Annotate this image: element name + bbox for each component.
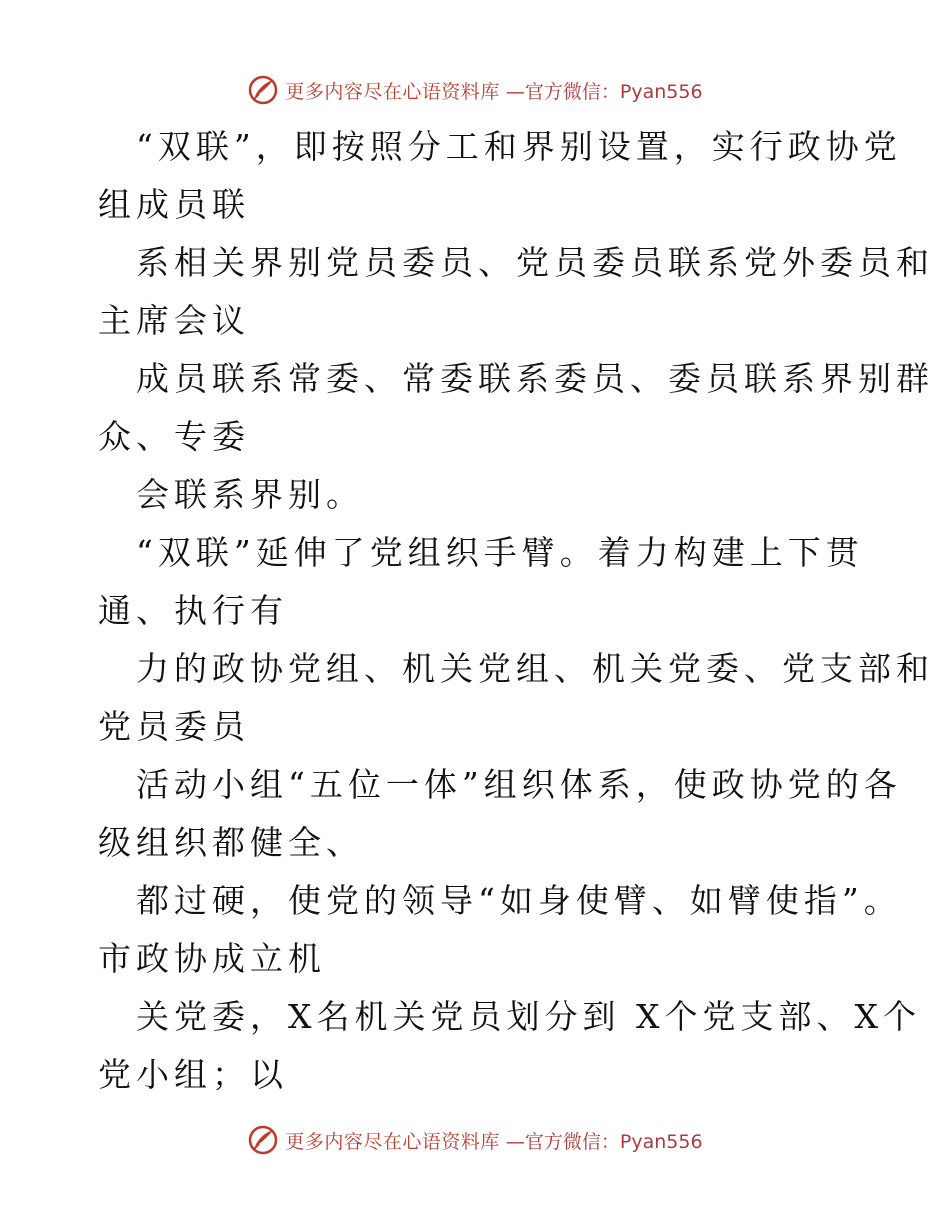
watermark-site-text: 更多内容尽在心语资料库 — [285, 80, 500, 103]
quill-logo-icon — [247, 74, 279, 106]
text-line: 关党委，X名机关党员划分到 X个党支部、X个 — [136, 997, 921, 1036]
text-line: 系相关界别党员委员、党员委员联系党外委员和 — [136, 243, 934, 282]
text-line: 通、执行有 — [98, 591, 288, 630]
text-line: 都过硬，使党的领导“如身使臂、如臂使指”。 — [136, 881, 902, 920]
text-line: 组成员联 — [98, 185, 250, 224]
watermark-wechat-text: —官方微信：Pyan556 — [505, 1130, 703, 1153]
watermark-site-text: 更多内容尽在心语资料库 — [285, 1130, 500, 1153]
text-line: 力的政协党组、机关党组、机关党委、党支部和 — [136, 649, 934, 688]
text-line: 市政协成立机 — [98, 939, 326, 978]
text-line: 主席会议 — [98, 301, 250, 340]
text-line: 党小组；以 — [98, 1055, 288, 1094]
text-line: 成员联系常委、常委联系委员、委员联系界别群 — [136, 359, 934, 398]
text-line: 活动小组“五位一体”组织体系，使政协党的各 — [136, 765, 902, 804]
text-line: 众、专委 — [98, 417, 250, 456]
document-body — [98, 118, 934, 1104]
text-line: 级组织都健全、 — [98, 823, 364, 862]
text-line: 会联系界别。 — [136, 475, 364, 514]
header-watermark — [0, 70, 950, 110]
text-line: “双联”延伸了党组织手臂。着力构建上下贯 — [136, 533, 864, 572]
text-line: 党员委员 — [98, 707, 250, 746]
quill-logo-icon — [247, 1124, 279, 1156]
text-line: “双联”，即按照分工和界别设置，实行政协党 — [136, 127, 902, 166]
watermark-wechat-text: —官方微信：Pyan556 — [505, 80, 703, 103]
footer-watermark — [0, 1120, 950, 1160]
